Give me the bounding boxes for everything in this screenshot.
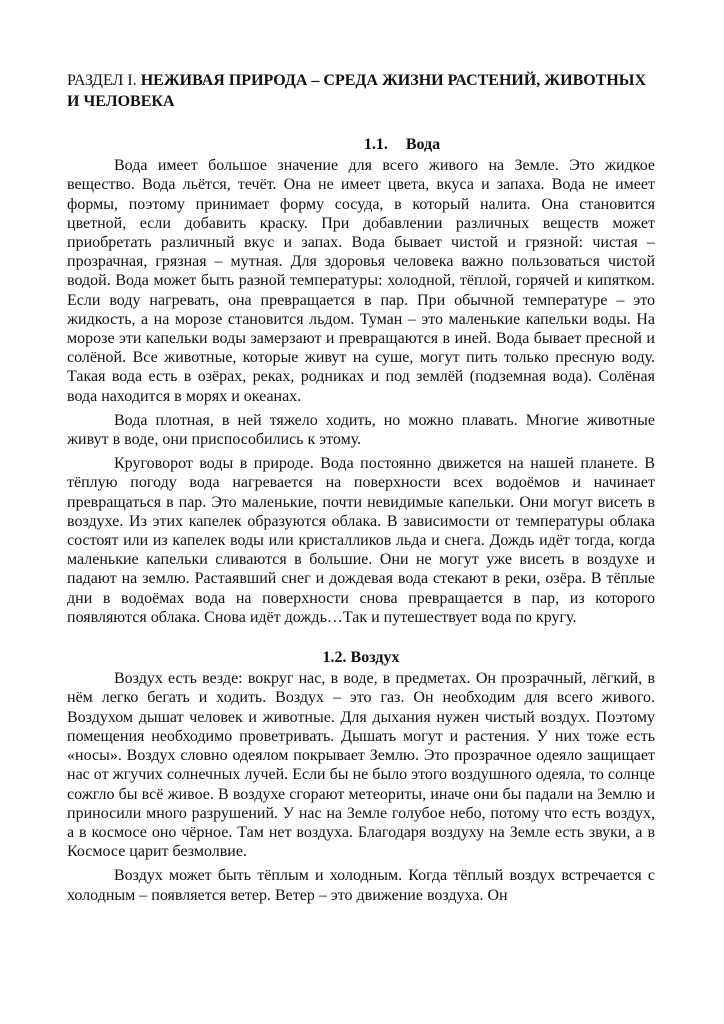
subsection-title: Воздух [350, 649, 400, 667]
subsection-number: 1.1. [363, 136, 388, 153]
paragraph: Круговорот воды в природе. Вода постоянно движется на нашей планете. В тёплую погоду вода нагревается на поверхности всех водоёмов и начинает превращаться в пар. Это маленькие, почти невидимые капельки. Они могут висеть в воздухе. Из этих капелек образуются облака. В зависимости от температуры облака состоят или из капелек воды или кристалликов льда и снега. Дождь идёт тогда, когда маленькие капельки сливаются в большие. Они не могут уже висеть в воздухе и падают на землю. Растаявший снег и дождевая вода стекают в реки, озёра. В тёплые дни в водоёмах вода на поверхности снова превращается в пар, из которого появляются облака. Снова идёт дождь…Так и путешествует вода по кругу. [67, 455, 655, 626]
paragraph: Вода имеет большое значение для всего живого на Земле. Это жидкое вещество. Вода льётся, течёт. Она не имеет цвета, вкуса и запаха. Вода не имеет формы, поэтому принимает форму сосуда, в который налита. Она становится цветной, если добавить краску. При добавлении различных веществ может приобретать различный вкус и запах. Вода бывает чистой и грязной: чистая – прозрачная, грязная – мутная. Для здоровья человека важно пользоваться чистой водой. Вода может быть разной температуры: холодной, тёплой, горячей и кипятком. Если воду нагревать, она превращается в пар. При обычной температуре – это жидкость, а на морозе становится льдом. Туман – это маленькие капельки воды. На морозе эти капельки воды замерзают и превращаются в иней. Вода бывает пресной и солёной. Все животные, которые живут на суше, могут пить только пресную воду. Такая вода есть в озёрах, реках, родниках и под землёй (подземная вода). Солёная вода находится в морях и океанах. [67, 157, 655, 405]
subsection-heading-air [67, 648, 655, 667]
subsection-heading-water [67, 135, 655, 154]
section-prefix: РАЗДЕЛ I. [67, 72, 137, 89]
section-heading [67, 70, 655, 112]
paragraph: Воздух может быть тёплым и холодным. Когда тёплый воздух встречается с холодным – появляется ветер. Ветер – это движение воздуха. Он [67, 867, 655, 904]
paragraph: Воздух есть везде: вокруг нас, в воде, в предметах. Он прозрачный, лёгкий, в нём легко бегать и ходить. Воздух – это газ. Он необходим для всего живого. Воздухом дышат человек и животные. Для дыхания нужен чистый воздух. Поэтому помещения необходимо проветривать. Дышать могут и растения. У них тоже есть «носы». Воздух словно одеялом покрывает Землю. Это прозрачное одеяло защищает нас от жгучих солнечных лучей. Если бы не было этого воздушного одеяла, то солнце сожгло бы всё живое. В воздухе сгорают метеориты, иначе они бы падали на Землю и приносили много разрушений. У нас на Земле голубое небо, потому что есть воздух, а в космосе оно чёрное. Там нет воздуха. Благодаря воздуху на Земле есть звуки, а в Космосе царит безмолвие. [67, 670, 655, 861]
section-title: НЕЖИВАЯ ПРИРОДА – СРЕДА ЖИЗНИ РАСТЕНИЙ, ЖИВОТНЫХ И ЧЕЛОВЕКА [67, 72, 647, 110]
subsection-title: Вода [405, 136, 441, 153]
paragraph: Вода плотная, в ней тяжело ходить, но можно плавать. Многие животные живут в воде, они приспособились к этому. [67, 411, 655, 449]
document-page [67, 70, 655, 910]
subsection-number: 1.2. [322, 649, 347, 667]
